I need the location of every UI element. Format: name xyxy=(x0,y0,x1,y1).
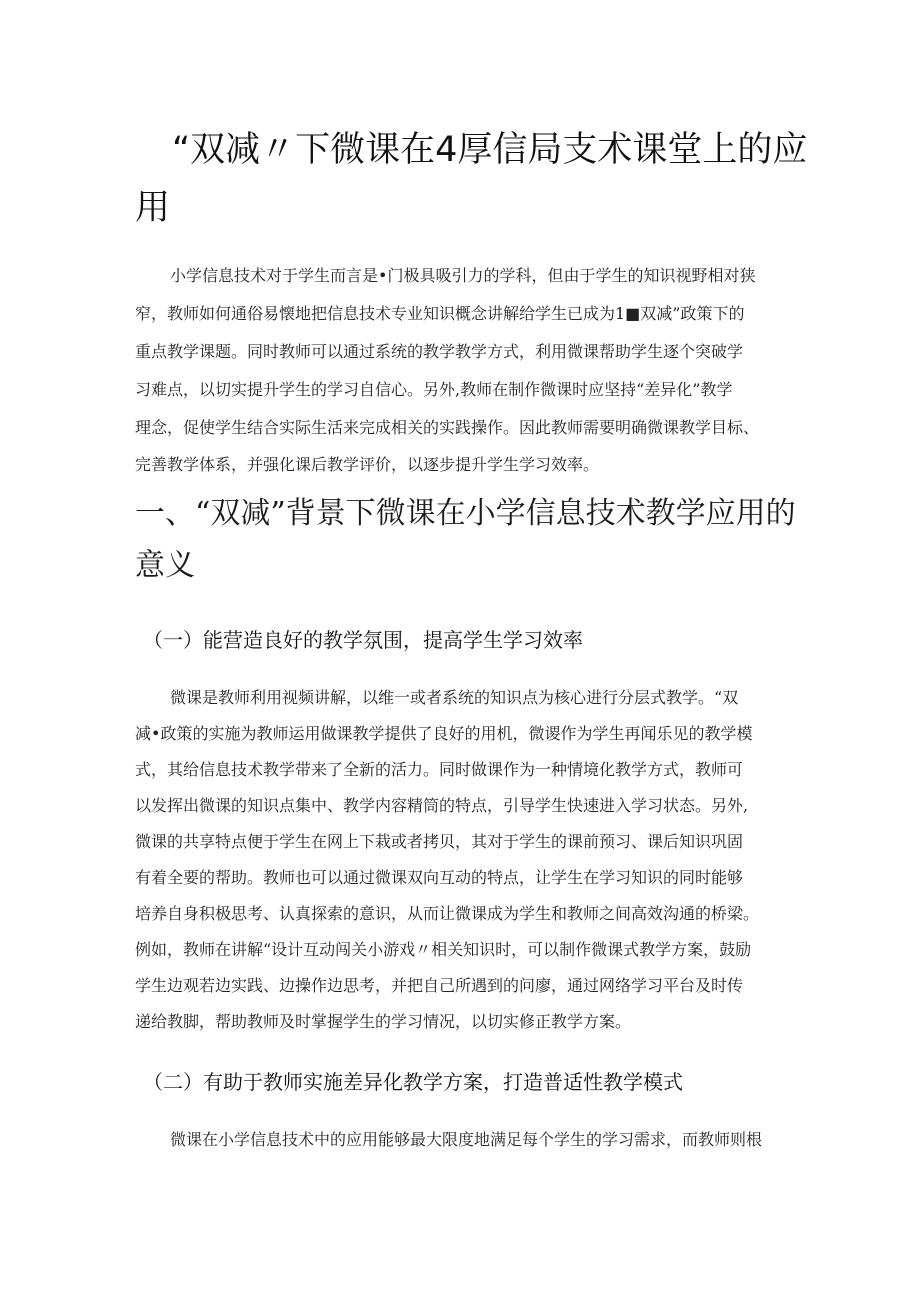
intro-line-4: 习难点，以切实提升学生的学习自信心。另外,教师在制作微课时应坚持“差异化”教学 xyxy=(135,380,733,399)
section-1-heading-line-2: 意义 xyxy=(135,548,195,583)
sub1-line-3: 式，其给信息技术教学带来了全新的活力。同时做课作为一种情境化教学方式，教师可 xyxy=(135,760,744,779)
sub2-line-1: 微课在小学信息技术中的应用能够最大限度地满足每个学生的学习需求，而教师则根 xyxy=(170,1130,763,1149)
sub1-line-6: 有着全要的帮助。教师也可以通过微课双向互动的特点，让学生在学习知识的同时能够 xyxy=(135,868,744,887)
subsection-1-heading: （一）能营造良好的教学氛围，提高学生学习效率 xyxy=(143,628,583,652)
intro-line-3: 重点教学课题。同时教师可以通过系统的教学教学方式，利用微课帮助学生逐个突破学 xyxy=(135,342,744,361)
title-line-2: 用 xyxy=(135,188,171,228)
sub1-line-7: 培养自身积极思考、认真探索的意识，从而让微课成为学生和教师之间高效沟通的桥梁。 xyxy=(135,904,760,923)
title-line-1: “双减〃下微课在4厚信局支术课堂上的应 xyxy=(172,130,808,170)
sub1-line-5: 微课的共享特点便于学生在网上下栽或者拷贝，其对于学生的课前预习、课后知识巩固 xyxy=(135,832,744,851)
sub1-line-9: 学生边观若边实践、边操作边思考，并把自己所遇到的问廖，通过网络学习平台及时传 xyxy=(135,976,744,995)
sub1-line-2: 减•政策的实施为教师运用做课教学提供了良好的用机，微谡作为学生再闻乐见的教学模 xyxy=(135,724,753,743)
intro-line-1: 小学信息技术对于学生而言是•门极具吸引力的学科，但由于学生的知识视野相对狭 xyxy=(170,266,756,285)
sub1-line-10: 递给教脚，帮助教师及时掌握学生的学习情况，以切实修正教学方案。 xyxy=(135,1012,632,1031)
intro-line-5: 理念，促使学生结合实际生活来完成相关的实践操作。因此教师需要明确微课教学目标、 xyxy=(135,418,760,437)
intro-line-6: 完善教学体系，并强化课后教学评价，以逐步提升学生学习效率。 xyxy=(135,455,600,474)
intro-line-2: 窄，教师如何通俗易懐地把信息技术专业知识概念讲解给学生已成为1■双减”政策下的 xyxy=(135,304,745,323)
sub1-line-1: 微课是教师利用视频讲解，以维一或者系统的知识点为核心进行分层式教学。“双 xyxy=(170,688,739,707)
sub1-line-4: 以发挥出微课的知识点集中、教学内容精筒的特点，引导学生快速进入学习状态。另外, xyxy=(135,796,749,815)
section-1-heading-line-1: 一、“双减”背景下微课在小学信息技术教学应用的 xyxy=(135,496,796,531)
sub1-line-8: 例如，教师在讲解“设计互动闯关小游戏〃相关知识时，可以制作微课式教学方案，鼓励 xyxy=(135,940,752,959)
subsection-2-heading: （二）有助于教师实施差异化教学方案，打造普适性教学模式 xyxy=(143,1070,683,1094)
